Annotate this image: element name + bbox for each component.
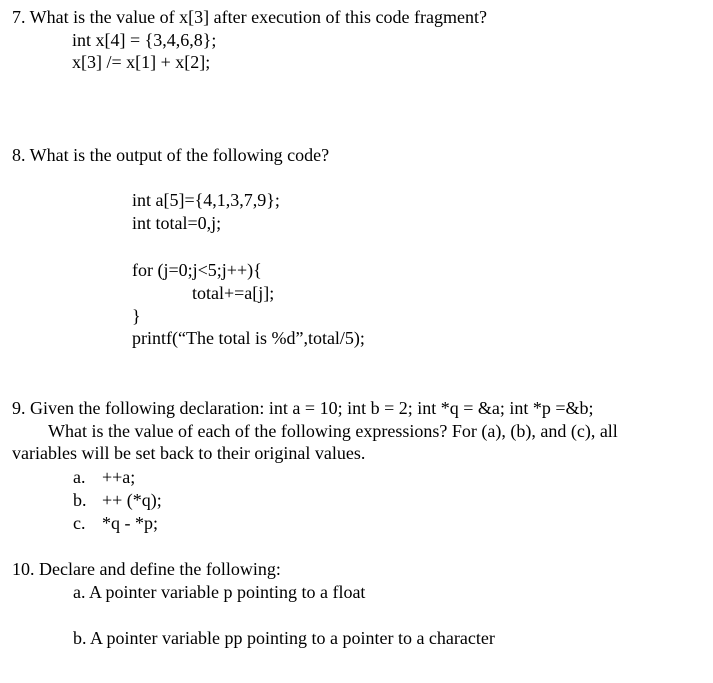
question-8-code-line-4: total+=a[j]; — [192, 283, 275, 303]
question-9-item-a-expression: ++a; — [102, 467, 136, 487]
question-9-prompt-line-1: What is the value of each of the following expressions? For (a), (b), and (c), all — [48, 421, 618, 441]
question-9-prompt-line-2: variables will be set back to their original values. — [12, 443, 366, 463]
question-7-code-line-1: int x[4] = {3,4,6,8}; — [72, 30, 217, 50]
question-8-code-line-3: for (j=0;j<5;j++){ — [132, 260, 262, 280]
question-8-code-line-1: int a[5]={4,1,3,7,9}; — [132, 190, 280, 210]
question-8-code-line-5: } — [132, 306, 141, 326]
question-10-item-b: b. A pointer variable pp pointing to a pointer to a character — [73, 628, 495, 648]
question-9-text: 9. Given the following declaration: int a = 10; int b = 2; int *q = &a; int *p =&b; — [12, 398, 594, 418]
question-9-item-c-expression: *q - *p; — [102, 513, 158, 533]
question-8-code-line-2: int total=0,j; — [132, 213, 222, 233]
question-7-code-line-2: x[3] /= x[1] + x[2]; — [72, 52, 211, 72]
question-9-item-a-marker: a. — [73, 467, 86, 487]
question-10-item-a: a. A pointer variable p pointing to a float — [73, 582, 366, 602]
question-8-text: 8. What is the output of the following code? — [12, 145, 330, 165]
question-8-code-line-6: printf(“The total is %d”,total/5); — [132, 328, 365, 348]
question-9-item-c-marker: c. — [73, 513, 86, 533]
question-9-item-b-expression: ++ (*q); — [102, 490, 162, 510]
question-7-text: 7. What is the value of x[3] after execution of this code fragment? — [12, 7, 487, 27]
question-10-text: 10. Declare and define the following: — [12, 559, 281, 579]
question-9-item-b-marker: b. — [73, 490, 87, 510]
